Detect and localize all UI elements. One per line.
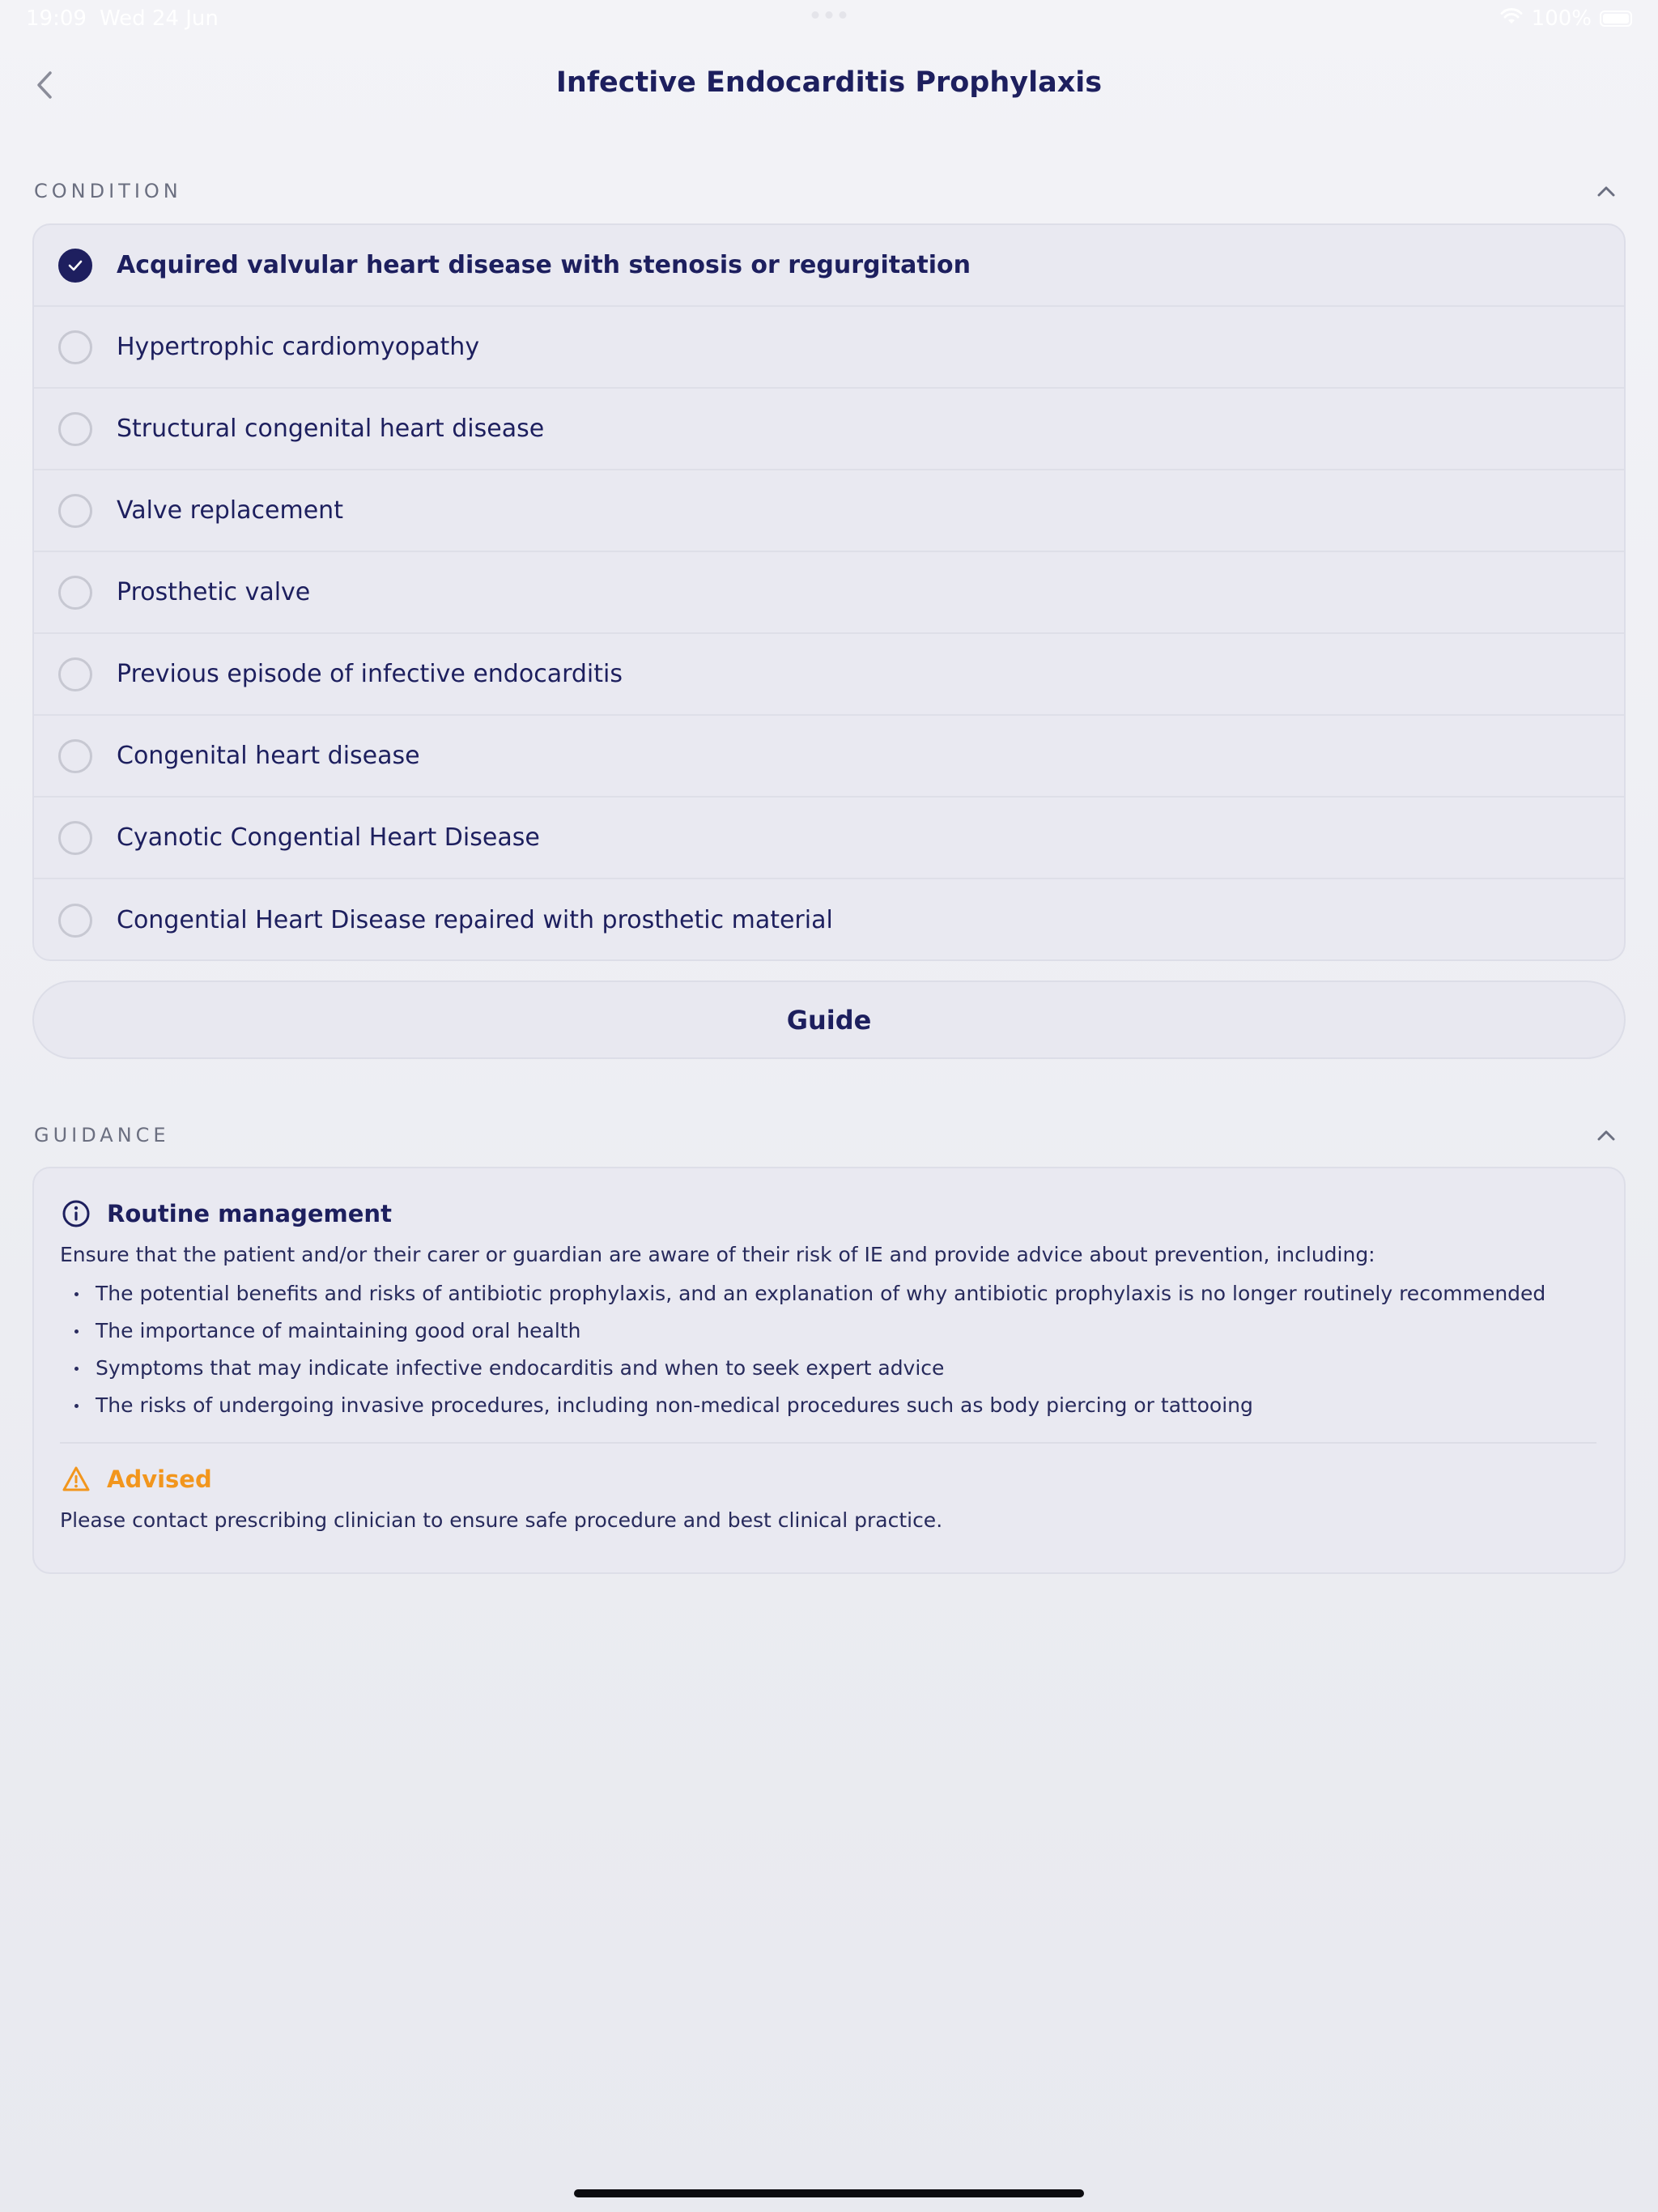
info-icon [60,1197,92,1230]
chevron-up-icon [1597,1129,1615,1141]
condition-options-card [32,223,1626,961]
guidance-bullet-item: The risks of undergoing invasive procedures, including non-medical procedures such as body piercing or tattooing [60,1387,1596,1424]
status-bar [0,0,1658,37]
radio-circle-icon[interactable] [58,412,92,446]
condition-option-label: Hypertrophic cardiomyopathy [117,333,480,361]
radio-circle-icon[interactable] [58,576,92,610]
routine-management-title: Routine management [107,1200,392,1227]
guidance-bullet-item: The importance of maintaining good oral health [60,1312,1596,1350]
radio-circle-icon[interactable] [58,494,92,528]
status-time-date [26,6,219,31]
guidance-card [32,1167,1626,1574]
condition-option-label: Prosthetic valve [117,578,311,606]
condition-option[interactable] [34,879,1624,961]
condition-option-label: Cyanotic Congential Heart Disease [117,823,540,852]
advised-title: Advised [107,1465,212,1493]
guidance-bullet-item: The potential benefits and risks of antibiotic prophylaxis, and an explanation of why antibiotic prophylaxis is no longer routinely recommended [60,1275,1596,1312]
chevron-up-icon [1597,185,1615,197]
warning-icon [60,1463,92,1495]
wifi-icon [1499,6,1524,31]
radio-circle-icon[interactable] [58,739,92,773]
guidance-collapse-button[interactable] [1588,1117,1624,1153]
condition-option-label: Acquired valvular heart disease with stenosis or regurgitation [117,251,971,279]
battery-percent: 100% [1531,6,1592,31]
routine-management-list [60,1275,1596,1424]
radio-circle-icon[interactable] [58,330,92,364]
condition-section-label: CONDITION [34,180,182,202]
dot [826,11,833,19]
battery-icon [1600,11,1632,27]
checkmark-circle-icon[interactable] [58,249,92,283]
page-title: Infective Endocarditis Prophylaxis [555,66,1103,99]
condition-option-label: Valve replacement [117,496,343,525]
condition-option[interactable] [34,634,1624,716]
condition-option[interactable] [34,552,1624,634]
status-time: 19:09 [26,6,87,31]
advised-header [60,1461,1596,1497]
routine-management-header [60,1196,1596,1231]
condition-option-label: Congential Heart Disease repaired with prosthetic material [117,906,833,934]
dot [840,11,847,19]
routine-management-intro: Ensure that the patient and/or their carer or guardian are aware of their risk of IE and provide advice about prevention, including: [60,1243,1375,1266]
condition-option-label: Previous episode of infective endocarditis [117,660,623,688]
condition-option[interactable] [34,389,1624,470]
divider [60,1442,1596,1444]
guidance-section-label: GUIDANCE [34,1124,170,1146]
radio-circle-icon[interactable] [58,904,92,938]
radio-circle-icon[interactable] [58,821,92,855]
nav-bar [0,49,1658,120]
guidance-section-header [34,1117,1624,1153]
status-date: Wed 24 Jun [99,6,219,31]
condition-section-header [34,173,1624,209]
condition-option[interactable] [34,470,1624,552]
dot [812,11,819,19]
multitasking-dots[interactable] [812,11,847,19]
condition-collapse-button[interactable] [1588,173,1624,209]
guide-button[interactable]: Guide [32,981,1626,1059]
status-indicators [1499,6,1632,31]
condition-option[interactable] [34,798,1624,879]
condition-option[interactable] [34,716,1624,798]
condition-option-label: Congenital heart disease [117,742,420,770]
guidance-bullet-item: Symptoms that may indicate infective endocarditis and when to seek expert advice [60,1350,1596,1387]
condition-option-label: Structural congenital heart disease [117,415,545,443]
condition-option[interactable] [34,307,1624,389]
advised-text: Please contact prescribing clinician to ensure safe procedure and best clinical practice. [60,1508,943,1532]
condition-option[interactable] [34,225,1624,307]
home-indicator[interactable] [574,2189,1084,2197]
radio-circle-icon[interactable] [58,657,92,691]
